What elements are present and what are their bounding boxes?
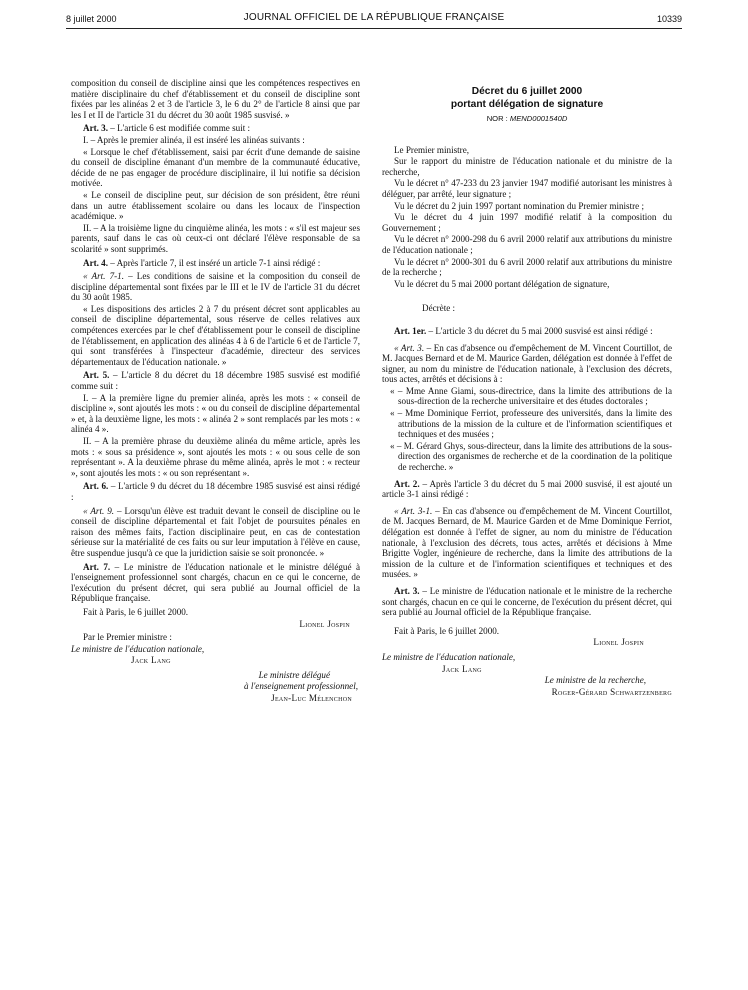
- article-3: [71, 123, 360, 134]
- header-journal-title: JOURNAL OFFICIEL DE LA RÉPUBLIQUE FRANÇAISE: [243, 12, 505, 23]
- visa: Vu le décret n° 47-233 du 23 janvier 1947 modifié autorisant les ministres à déléguer, par arrêté, leur signature ;: [382, 178, 672, 199]
- article-4: [71, 258, 360, 269]
- signature-prime-minister: Lionel Jospin: [299, 618, 350, 629]
- article-3-final: [382, 586, 672, 618]
- paragraph: « Le conseil de discipline peut, sur décision de son président, être réuni dans un autre établissement scolaire ou dans les locaux de l'inspection académique. »: [71, 189, 360, 222]
- article-label: Art. 3.: [83, 123, 108, 134]
- paragraph: « Lorsque le chef d'établissement, saisi par écrit d'une demande de saisine du conseil de discipline émanant d'un membre de la communauté éducative, décide de ne pas engager de procédure disciplinaire, il lui notifie sa décision motivée.: [71, 146, 360, 189]
- paragraph: I. – A la première ligne du premier alinéa, après les mots : « conseil de discipline », sont ajoutés les mots : « ou du conseil de discipline départemental » et, à la deuxième ligne, les mots : « alinéa 2 » sont remplacés par les mots : « alinéa 4 ».: [71, 392, 360, 435]
- minister-recherche-title: [382, 675, 672, 686]
- article-label: « Art. 9.: [83, 505, 115, 516]
- minister-title: [71, 644, 360, 655]
- article-text: – Les conditions de saisine et la composition du conseil de discipline départemental sont fixées par le III et le IV de l'article 31 du décret du 30 août 1985.: [71, 271, 360, 303]
- article-label: Art. 7.: [83, 561, 111, 572]
- par-le-premier-ministre: Par le Premier ministre :: [83, 632, 172, 643]
- article-text: – En cas d'absence ou d'empêchement de M. Vincent Courtillot, de M. Jacques Bernard, de M. Maurice Garden et de Mme Dominique Ferriot, délégation est donnée à l'effet de signer, au nom du ministre de l'éducation nationale, à l'exclusion des décrets, tous actes, arrêtés et décisions à Mme Brigitte Vogler, ingénieure de recherche, dans la limite des attributions de la mission de la culture et de l'information scientifiques et techniques et des musées. »: [382, 505, 673, 580]
- nor-label: NOR :: [486, 114, 510, 123]
- article-5: [71, 370, 360, 391]
- nor-reference: [382, 114, 672, 125]
- article-label: Art. 2.: [394, 478, 420, 489]
- article-6: [71, 481, 360, 502]
- article-3-1: [382, 506, 672, 580]
- minister-delegue-title: [71, 670, 360, 681]
- page-header: [66, 12, 682, 26]
- article-label: Art. 3.: [394, 585, 420, 596]
- visa: Vu le décret du 5 mai 2000 portant délégation de signature,: [394, 278, 610, 289]
- article-label: Art. 4.: [83, 257, 108, 268]
- article-text: – Le ministre de l'éducation nationale et le ministre délégué à l'enseignement professionnel sont chargés, chacun en ce qui le concerne, de l'exécution du présent décret, qui sera publié au Journal officiel de la République française.: [71, 561, 360, 604]
- left-continuation: composition du conseil de discipline ainsi que les compétences respectives en matière disciplinaire du chef d'établissement et du conseil de discipline sont fixées par les alinéas 2 et 3 de l'article 3, le 6 du 2° de l'article 8 ainsi que par les I et II de l'article 31 du décret du 30 août 1985 susvisé. »: [71, 78, 360, 120]
- nor-code: MEND0001540D: [509, 114, 568, 123]
- minister-title: [382, 652, 672, 663]
- decrete: Décrète :: [422, 303, 456, 314]
- minister-title-text: Le ministre de la recherche,: [544, 675, 646, 686]
- article-text: – Après l'article 3 du décret du 5 mai 2000 susvisé, il est ajouté un article 3-1 ainsi rédigé :: [382, 478, 673, 500]
- header-page-number: 10339: [656, 14, 682, 24]
- visa: Sur le rapport du ministre de l'éducation nationale et du ministre de la recherche,: [382, 156, 672, 177]
- signature-minister-recherche: Roger-Gérard Schwartzenberg: [551, 686, 672, 697]
- visa: Vu le décret du 2 juin 1997 portant nomination du Premier ministre ;: [394, 200, 644, 211]
- left-column: [71, 78, 360, 705]
- right-column: [382, 86, 672, 698]
- decree-subtitle: portant délégation de signature: [450, 98, 604, 110]
- visa: Vu le décret n° 2000-298 du 6 avril 2000 relatif aux attributions du ministre de l'éducation nationale ;: [382, 234, 672, 255]
- article-text: – Le ministre de l'éducation nationale et le ministre de la recherche sont chargés, chacun en ce qui le concerne, de l'exécution du présent décret, qui sera publié au Journal officiel de la République française.: [382, 585, 673, 618]
- article-text: – L'article 8 du décret du 18 décembre 1985 susvisé est modifié comme suit :: [71, 370, 360, 392]
- visa: Vu le décret n° 2000-301 du 6 avril 2000 relatif aux attributions du ministre de la recherche ;: [382, 256, 672, 278]
- article-text: – Lorsqu'un élève est traduit devant le conseil de discipline ou le conseil de discipline départemental et fait l'objet de poursuites pénales en raison des mêmes faits, l'action disciplinaire peut, en cas de contestation sérieuse sur la matérialité de ces faits ou sur leur imputation à l'élève en cause, être suspendue jusqu'à ce que la juridiction saisie se soit prononcée. »: [71, 505, 360, 558]
- article-7-1: [71, 271, 360, 303]
- article-label: Art. 6.: [83, 481, 109, 492]
- signature-prime-minister: Lionel Jospin: [593, 637, 644, 648]
- premier-ministre: Le Premier ministre,: [394, 144, 470, 155]
- article-label: Art. 5.: [83, 370, 110, 381]
- article-text: – En cas d'absence ou d'empêchement de M. Vincent Courtillot, de M. Jacques Bernard et de M. Maurice Garden, délégation est donnée à l'effet de signer, au nom du ministre de l'éducation nationale, à l'exclusion des décrets, tous actes, arrêtés et décisions à :: [382, 342, 672, 385]
- minister-title-text: Le ministre de l'éducation nationale,: [71, 643, 205, 654]
- fait-a-paris: Fait à Paris, le 6 juillet 2000.: [83, 606, 189, 617]
- visa: Vu le décret du 4 juin 1997 modifié relatif à la composition du Gouvernement ;: [382, 212, 672, 233]
- article-text: – L'article 9 du décret du 18 décembre 1985 susvisé est ainsi rédigé :: [71, 481, 360, 502]
- list-item: « – Mme Dominique Ferriot, professeure des universités, dans la limite des attributions de la mission de la culture et de l'information scientifiques et techniques et des musées ;: [390, 408, 672, 440]
- article-1: [382, 326, 672, 337]
- paragraph: « Les dispositions des articles 2 à 7 du présent décret sont applicables au conseil de discipline départemental, sous réserve de celles relatives aux compétences exercées par le chef d'établissement pour le conseil de discipline de l'établissement, en application des alinéas 4 à 6 de l'article 6 et de l'article 7, qui sont transférées à l'inspecteur d'académie, directeur des services départementaux de l'éducation nationale. »: [71, 303, 360, 367]
- header-date: 8 juillet 2000: [66, 14, 117, 24]
- article-label: « Art. 3-1.: [394, 505, 433, 516]
- signature-minister: Jack Lang: [442, 663, 482, 674]
- article-text: – Après l'article 7, il est inséré un article 7-1 ainsi rédigé :: [108, 257, 321, 268]
- article-text: – L'article 6 est modifiée comme suit :: [108, 123, 251, 134]
- minister-title-text: Le ministre de l'éducation nationale,: [382, 651, 516, 662]
- article-3-text: [382, 343, 672, 385]
- minister-title-text: à l'enseignement professionnel,: [244, 681, 358, 692]
- article-label: « Art. 3.: [394, 342, 425, 353]
- list-item: « – Mme Anne Giami, sous-directrice, dans la limite des attributions de la sous-direction de la recherche universitaire et des études doctorales ;: [390, 385, 672, 407]
- article-label: « Art. 7-1.: [83, 271, 124, 282]
- minister-delegue-title-2: [71, 681, 360, 692]
- article-text: – L'article 3 du décret du 5 mai 2000 susvisé est ainsi rédigé :: [426, 325, 653, 336]
- article-9: [71, 506, 360, 559]
- decree-title: Décret du 6 juillet 2000: [471, 86, 583, 97]
- minister-title-text: Le ministre délégué: [258, 669, 330, 680]
- paragraph: II. – A la première phrase du deuxième alinéa du même article, après les mots : « sous sa présidence », sont ajoutés les mots : « ou sous celle de son représentant ». A la deuxième phrase du même alinéa, après le mot : « recteur », sont ajoutés les mots : « ou son représentant ».: [71, 436, 360, 478]
- article-7: [71, 562, 360, 604]
- paragraph: II. – A la troisième ligne du cinquième alinéa, les mots : « s'il est majeur ses parents, sauf dans le cas où ceux-ci ont déclaré l'élève responsable de sa scolarité » sont supprimés.: [71, 222, 360, 254]
- paragraph: I. – Après le premier alinéa, il est inséré les alinéas suivants :: [83, 134, 305, 145]
- article-label: Art. 1er.: [394, 325, 427, 336]
- article-2: [382, 479, 672, 500]
- fait-a-paris: Fait à Paris, le 6 juillet 2000.: [394, 625, 500, 636]
- signature-minister-delegue: Jean-Luc Mélenchon: [271, 693, 352, 704]
- signature-minister: Jack Lang: [131, 655, 171, 666]
- list-item: « – M. Gérard Ghys, sous-directeur, dans la limite des attributions de la sous-direction des organismes de recherche et de la coordination de la politique de recherche. »: [390, 440, 672, 473]
- header-rule: [66, 28, 682, 29]
